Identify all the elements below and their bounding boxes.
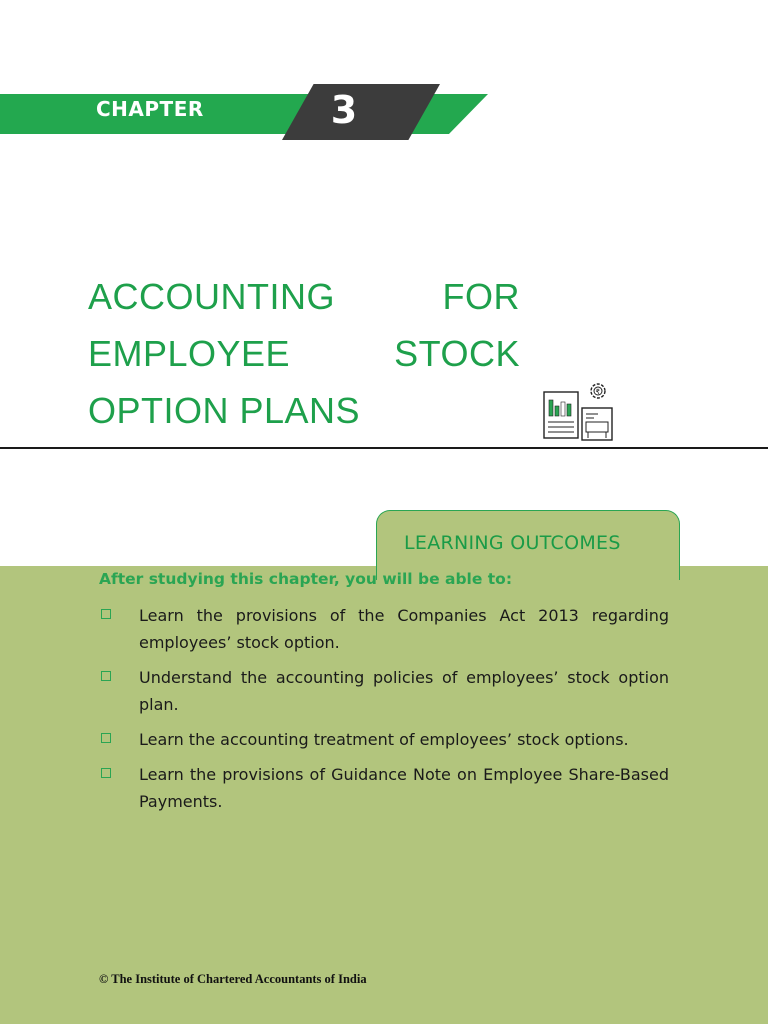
- title-word: ACCOUNTING: [88, 276, 335, 317]
- report-chart-gear-icon: [540, 380, 616, 444]
- checkbox-icon: [101, 733, 111, 743]
- chapter-banner: [0, 84, 500, 140]
- title-line-1: [88, 268, 520, 325]
- title-line-3: [88, 382, 520, 439]
- chapter-number: 3: [330, 88, 358, 132]
- list-item: [99, 726, 669, 753]
- learning-outcomes-intro: After studying this chapter, you will be able to:: [99, 570, 513, 588]
- title-word: STOCK: [394, 333, 520, 374]
- list-item: [99, 602, 669, 656]
- learning-outcomes-list: [99, 602, 669, 823]
- title-word: EMPLOYEE: [88, 333, 291, 374]
- outcome-text: Learn the provisions of the Companies Act 2013 regarding employees’ stock option.: [139, 606, 669, 652]
- title-word: OPTION PLANS: [88, 390, 361, 431]
- checkbox-icon: [101, 671, 111, 681]
- checkbox-icon: [101, 609, 111, 619]
- svg-text:₹: ₹: [595, 388, 600, 396]
- learning-outcomes-title: LEARNING OUTCOMES: [404, 532, 621, 554]
- title-divider: [0, 447, 768, 449]
- checkbox-icon: [101, 768, 111, 778]
- outcome-text: Learn the accounting treatment of employees’ stock options.: [139, 730, 629, 749]
- title-word: FOR: [442, 276, 520, 317]
- chapter-label: CHAPTER: [96, 97, 204, 121]
- title-line-2: [88, 325, 520, 382]
- chapter-title: [88, 268, 520, 439]
- list-item: [99, 761, 669, 815]
- outcome-text: Learn the provisions of Guidance Note on Employee Share-Based Payments.: [139, 765, 669, 811]
- list-item: [99, 664, 669, 718]
- outcome-text: Understand the accounting policies of employees’ stock option plan.: [139, 668, 669, 714]
- copyright-footer: © The Institute of Chartered Accountants of India: [99, 972, 367, 986]
